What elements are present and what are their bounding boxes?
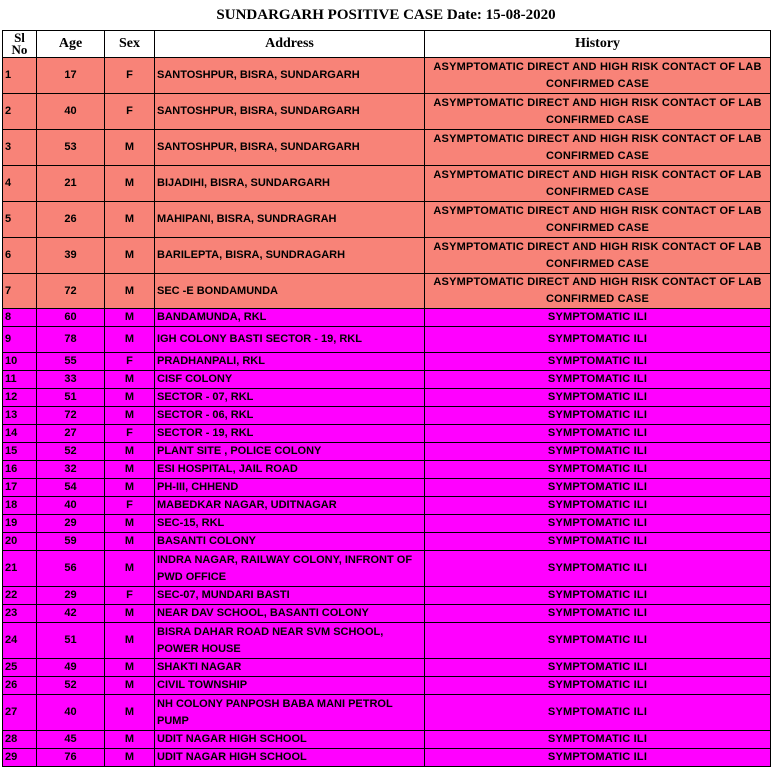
table-row — [3, 479, 771, 497]
cell-address: NEAR DAV SCHOOL, BASANTI COLONY — [155, 605, 425, 623]
cell-age: 72 — [37, 274, 105, 309]
cell-age: 33 — [37, 371, 105, 389]
cell-sex: F — [105, 425, 155, 443]
table-row — [3, 58, 771, 94]
cell-age: 27 — [37, 425, 105, 443]
table-row — [3, 353, 771, 371]
cell-address: SEC-07, MUNDARI BASTI — [155, 587, 425, 605]
cell-sl-no: 8 — [3, 309, 37, 327]
cell-sl-no: 9 — [3, 327, 37, 353]
cell-sl-no: 1 — [3, 58, 37, 94]
cell-sl-no: 18 — [3, 497, 37, 515]
cell-history: SYMPTOMATIC ILI — [425, 587, 771, 605]
table-row — [3, 327, 771, 353]
cell-history: SYMPTOMATIC ILI — [425, 551, 771, 587]
cell-age: 40 — [37, 94, 105, 130]
cell-sl-no: 6 — [3, 238, 37, 274]
cell-sex: M — [105, 515, 155, 533]
cell-address: BANDAMUNDA, RKL — [155, 309, 425, 327]
header-sex: Sex — [105, 31, 155, 58]
cell-history: SYMPTOMATIC ILI — [425, 605, 771, 623]
table-row — [3, 274, 771, 309]
cell-age: 21 — [37, 166, 105, 202]
cell-sl-no: 12 — [3, 389, 37, 407]
cell-history: ASYMPTOMATIC DIRECT AND HIGH RISK CONTACT OF LAB CONFIRMED CASE — [425, 130, 771, 166]
cell-age: 55 — [37, 353, 105, 371]
cell-address: BASANTI COLONY — [155, 533, 425, 551]
cell-history: SYMPTOMATIC ILI — [425, 677, 771, 695]
table-row — [3, 551, 771, 587]
cell-sl-no: 2 — [3, 94, 37, 130]
cell-address: BARILEPTA, BISRA, SUNDRAGARH — [155, 238, 425, 274]
cell-address: BIJADIHI, BISRA, SUNDARGARH — [155, 166, 425, 202]
cell-age: 39 — [37, 238, 105, 274]
cell-address: MAHIPANI, BISRA, SUNDRAGRAH — [155, 202, 425, 238]
cell-address: SANTOSHPUR, BISRA, SUNDARGARH — [155, 58, 425, 94]
header-age: Age — [37, 31, 105, 58]
cell-sl-no: 10 — [3, 353, 37, 371]
cell-sex: M — [105, 274, 155, 309]
cell-sex: M — [105, 309, 155, 327]
cell-sl-no: 13 — [3, 407, 37, 425]
table-row — [3, 389, 771, 407]
cell-history: SYMPTOMATIC ILI — [425, 479, 771, 497]
cell-address: SEC-15, RKL — [155, 515, 425, 533]
cell-history: SYMPTOMATIC ILI — [425, 461, 771, 479]
header-history: History — [425, 31, 771, 58]
header-sl-no: Sl No — [3, 31, 37, 58]
cell-sex: M — [105, 677, 155, 695]
cell-age: 56 — [37, 551, 105, 587]
cell-sex: M — [105, 605, 155, 623]
cell-age: 49 — [37, 659, 105, 677]
cell-address: UDIT NAGAR HIGH SCHOOL — [155, 749, 425, 767]
table-row — [3, 605, 771, 623]
cell-history: SYMPTOMATIC ILI — [425, 749, 771, 767]
cell-sex: M — [105, 202, 155, 238]
cell-address: SECTOR - 07, RKL — [155, 389, 425, 407]
cell-history: SYMPTOMATIC ILI — [425, 659, 771, 677]
positive-case-table — [2, 30, 771, 767]
cell-address: SECTOR - 06, RKL — [155, 407, 425, 425]
table-row — [3, 166, 771, 202]
cell-address: SHAKTI NAGAR — [155, 659, 425, 677]
cell-history: SYMPTOMATIC ILI — [425, 623, 771, 659]
cell-age: 29 — [37, 587, 105, 605]
cell-sl-no: 21 — [3, 551, 37, 587]
cell-sl-no: 7 — [3, 274, 37, 309]
cell-address: SEC -E BONDAMUNDA — [155, 274, 425, 309]
cell-sex: M — [105, 407, 155, 425]
cell-history: SYMPTOMATIC ILI — [425, 443, 771, 461]
cell-sex: M — [105, 623, 155, 659]
cell-sex: M — [105, 461, 155, 479]
cell-age: 40 — [37, 497, 105, 515]
cell-history: SYMPTOMATIC ILI — [425, 425, 771, 443]
cell-sl-no: 14 — [3, 425, 37, 443]
cell-sex: M — [105, 238, 155, 274]
cell-address: BISRA DAHAR ROAD NEAR SVM SCHOOL, POWER HOUSE — [155, 623, 425, 659]
cell-sl-no: 11 — [3, 371, 37, 389]
cell-sex: M — [105, 749, 155, 767]
cell-sex: M — [105, 659, 155, 677]
cell-age: 51 — [37, 623, 105, 659]
cell-age: 45 — [37, 731, 105, 749]
cell-sex: M — [105, 327, 155, 353]
cell-sl-no: 5 — [3, 202, 37, 238]
cell-sl-no: 29 — [3, 749, 37, 767]
cell-sex: F — [105, 497, 155, 515]
cell-sex: M — [105, 443, 155, 461]
cell-sl-no: 27 — [3, 695, 37, 731]
cell-sl-no: 4 — [3, 166, 37, 202]
cell-age: 32 — [37, 461, 105, 479]
cell-sl-no: 24 — [3, 623, 37, 659]
cell-sex: F — [105, 353, 155, 371]
cell-address: NH COLONY PANPOSH BABA MANI PETROL PUMP — [155, 695, 425, 731]
cell-history: ASYMPTOMATIC DIRECT AND HIGH RISK CONTACT OF LAB CONFIRMED CASE — [425, 202, 771, 238]
cell-history: SYMPTOMATIC ILI — [425, 497, 771, 515]
table-row — [3, 407, 771, 425]
cell-sl-no: 15 — [3, 443, 37, 461]
cell-age: 60 — [37, 309, 105, 327]
cell-age: 54 — [37, 479, 105, 497]
cell-address: SECTOR - 19, RKL — [155, 425, 425, 443]
cell-address: SANTOSHPUR, BISRA, SUNDARGARH — [155, 94, 425, 130]
cell-history: SYMPTOMATIC ILI — [425, 371, 771, 389]
table-row — [3, 749, 771, 767]
cell-history: ASYMPTOMATIC DIRECT AND HIGH RISK CONTACT OF LAB CONFIRMED CASE — [425, 166, 771, 202]
cell-age: 59 — [37, 533, 105, 551]
table-row — [3, 587, 771, 605]
cell-sex: M — [105, 389, 155, 407]
table-row — [3, 443, 771, 461]
cell-sl-no: 16 — [3, 461, 37, 479]
cell-sex: M — [105, 695, 155, 731]
cell-address: INDRA NAGAR, RAILWAY COLONY, INFRONT OF PWD OFFICE — [155, 551, 425, 587]
table-row — [3, 309, 771, 327]
cell-history: SYMPTOMATIC ILI — [425, 515, 771, 533]
cell-sl-no: 23 — [3, 605, 37, 623]
cell-sex: M — [105, 731, 155, 749]
table-header-row — [3, 31, 771, 58]
cell-address: PRADHANPALI, RKL — [155, 353, 425, 371]
cell-sex: F — [105, 58, 155, 94]
table-row — [3, 94, 771, 130]
cell-history: SYMPTOMATIC ILI — [425, 309, 771, 327]
cell-sl-no: 3 — [3, 130, 37, 166]
cell-history: ASYMPTOMATIC DIRECT AND HIGH RISK CONTACT OF LAB CONFIRMED CASE — [425, 94, 771, 130]
table-row — [3, 371, 771, 389]
cell-age: 51 — [37, 389, 105, 407]
cell-history: SYMPTOMATIC ILI — [425, 407, 771, 425]
cell-age: 17 — [37, 58, 105, 94]
cell-address: CIVIL TOWNSHIP — [155, 677, 425, 695]
cell-sl-no: 17 — [3, 479, 37, 497]
header-address: Address — [155, 31, 425, 58]
cell-sex: M — [105, 551, 155, 587]
cell-history: SYMPTOMATIC ILI — [425, 695, 771, 731]
table-row — [3, 202, 771, 238]
cell-history: SYMPTOMATIC ILI — [425, 731, 771, 749]
table-row — [3, 623, 771, 659]
cell-sex: F — [105, 587, 155, 605]
cell-sl-no: 28 — [3, 731, 37, 749]
cell-sex: M — [105, 166, 155, 202]
cell-sl-no: 26 — [3, 677, 37, 695]
table-row — [3, 461, 771, 479]
table-row — [3, 425, 771, 443]
cell-age: 72 — [37, 407, 105, 425]
table-row — [3, 238, 771, 274]
cell-sl-no: 19 — [3, 515, 37, 533]
cell-history: ASYMPTOMATIC DIRECT AND HIGH RISK CONTACT OF LAB CONFIRMED CASE — [425, 274, 771, 309]
cell-age: 76 — [37, 749, 105, 767]
cell-history: SYMPTOMATIC ILI — [425, 327, 771, 353]
cell-history: SYMPTOMATIC ILI — [425, 353, 771, 371]
cell-age: 52 — [37, 677, 105, 695]
cell-sl-no: 25 — [3, 659, 37, 677]
cell-age: 29 — [37, 515, 105, 533]
table-row — [3, 695, 771, 731]
cell-age: 42 — [37, 605, 105, 623]
cell-address: PH-III, CHHEND — [155, 479, 425, 497]
table-row — [3, 677, 771, 695]
cell-address: UDIT NAGAR HIGH SCHOOL — [155, 731, 425, 749]
cell-history: ASYMPTOMATIC DIRECT AND HIGH RISK CONTACT OF LAB CONFIRMED CASE — [425, 238, 771, 274]
page-title: SUNDARGARH POSITIVE CASE Date: 15-08-2020 — [216, 7, 556, 23]
cell-age: 26 — [37, 202, 105, 238]
cell-history: SYMPTOMATIC ILI — [425, 533, 771, 551]
table-row — [3, 659, 771, 677]
cell-sex: M — [105, 130, 155, 166]
cell-address: ESI HOSPITAL, JAIL ROAD — [155, 461, 425, 479]
cell-history: ASYMPTOMATIC DIRECT AND HIGH RISK CONTACT OF LAB CONFIRMED CASE — [425, 58, 771, 94]
table-row — [3, 130, 771, 166]
table-row — [3, 731, 771, 749]
cell-history: SYMPTOMATIC ILI — [425, 389, 771, 407]
table-row — [3, 515, 771, 533]
table-row — [3, 497, 771, 515]
cell-sex: M — [105, 533, 155, 551]
cell-sex: F — [105, 94, 155, 130]
cell-age: 53 — [37, 130, 105, 166]
cell-address: PLANT SITE , POLICE COLONY — [155, 443, 425, 461]
cell-sl-no: 20 — [3, 533, 37, 551]
cell-address: SANTOSHPUR, BISRA, SUNDARGARH — [155, 130, 425, 166]
cell-age: 52 — [37, 443, 105, 461]
cell-age: 40 — [37, 695, 105, 731]
cell-sex: M — [105, 371, 155, 389]
cell-address: MABEDKAR NAGAR, UDITNAGAR — [155, 497, 425, 515]
cell-address: IGH COLONY BASTI SECTOR - 19, RKL — [155, 327, 425, 353]
cell-age: 78 — [37, 327, 105, 353]
cell-sex: M — [105, 479, 155, 497]
cell-address: CISF COLONY — [155, 371, 425, 389]
cell-sl-no: 22 — [3, 587, 37, 605]
table-row — [3, 533, 771, 551]
